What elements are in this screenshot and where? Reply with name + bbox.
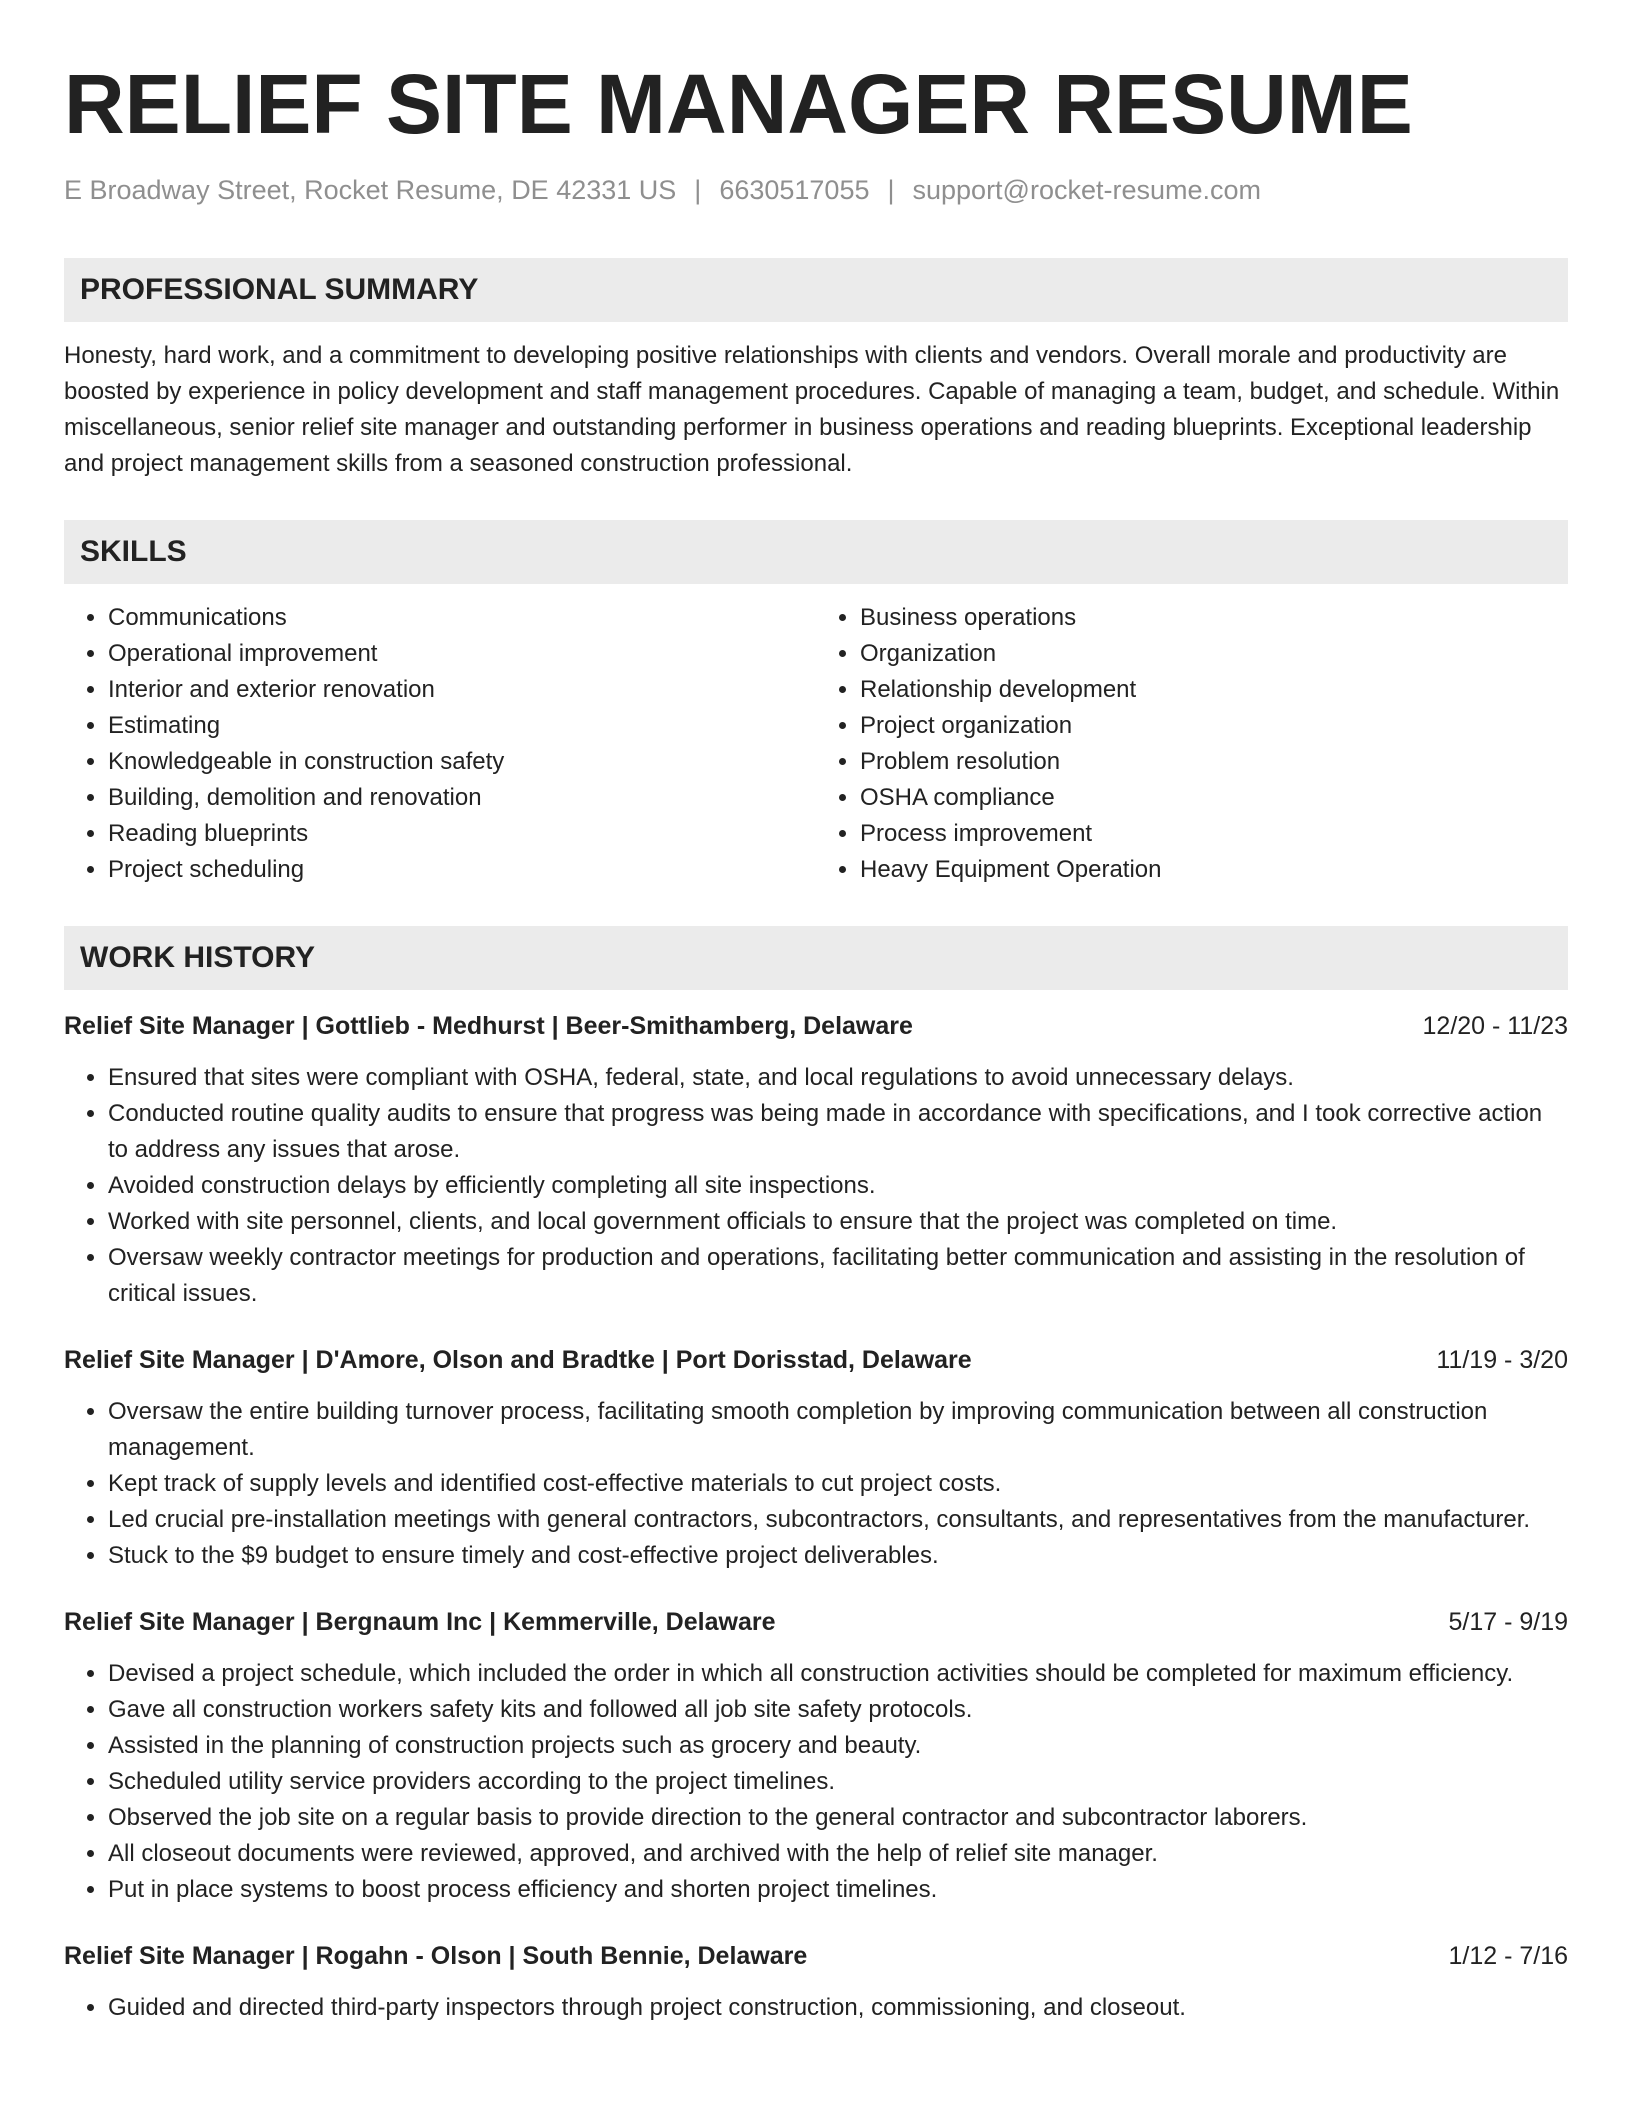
skill-item: • Project scheduling [108,852,816,888]
job-bullet: • Conducted routine quality audits to ensure that progress was being made in accordance with specifications, and I took corrective action to address any issues that arose. [108,1096,1568,1168]
skill-item: • Estimating [108,708,816,744]
skill-item: • Project organization [860,708,1568,744]
job-dates: 5/17 - 9/19 [1448,1608,1568,1636]
professional-summary-text: Honesty, hard work, and a commitment to developing positive relationships with clients and vendors. Overall morale and productivity are boosted by experience in policy development and staff management procedures. Capable of managing a team, budget, and schedule. Within miscellaneous, senior relief site manager and outstanding performer in business operations and reading blueprints. Exceptional leadership and project management skills from a seasoned construction professional. [64,342,1560,477]
job-entry [64,1604,1568,1908]
job-title: Relief Site Manager | Rogahn - Olson | South Bennie, Delaware [64,1942,808,1970]
skills-column-left [64,600,816,888]
skill-item: • Communications [108,600,816,636]
job-bullet: • Kept track of supply levels and identified cost-effective materials to cut project costs. [108,1466,1568,1502]
job-dates: 12/20 - 11/23 [1422,1012,1568,1040]
job-title: Relief Site Manager | Bergnaum Inc | Kemmerville, Delaware [64,1608,776,1636]
skill-item: • Building, demolition and renovation [108,780,816,816]
skill-item: • Business operations [860,600,1568,636]
skill-item: • Knowledgeable in construction safety [108,744,816,780]
skill-item: • Operational improvement [108,636,816,672]
skill-item: • Interior and exterior renovation [108,672,816,708]
work-history-list [64,1008,1568,2026]
job-bullet: • Assisted in the planning of construction projects such as grocery and beauty. [108,1728,1568,1764]
skill-item: • Reading blueprints [108,816,816,852]
job-header [64,1938,1568,1974]
job-bullet: • Gave all construction workers safety kits and followed all job site safety protocols. [108,1692,1568,1728]
job-title: Relief Site Manager | Gottlieb - Medhurst | Beer-Smithamberg, Delaware [64,1012,913,1040]
job-header [64,1342,1568,1378]
job-bullet-list [64,1656,1568,1908]
section-header-work-history: WORK HISTORY [64,926,1568,990]
job-dates: 1/12 - 7/16 [1448,1942,1568,1970]
job-bullet: • All closeout documents were reviewed, approved, and archived with the help of relief site manager. [108,1836,1568,1872]
section-header-skills: SKILLS [64,520,1568,584]
skills-list [64,600,1568,888]
job-bullet: • Devised a project schedule, which included the order in which all construction activities should be completed for maximum efficiency. [108,1656,1568,1692]
job-dates: 11/19 - 3/20 [1436,1346,1568,1374]
skill-item: • Relationship development [860,672,1568,708]
job-bullet: • Scheduled utility service providers according to the project timelines. [108,1764,1568,1800]
skill-item: • Problem resolution [860,744,1568,780]
contact-line [64,172,1568,208]
job-bullet: • Oversaw weekly contractor meetings for production and operations, facilitating better communication and assisting in the resolution of critical issues. [108,1240,1568,1312]
resume-title: RELIEF SITE MANAGER RESUME [64,57,1413,151]
job-bullet: • Stuck to the $9 budget to ensure timely and cost-effective project deliverables. [108,1538,1568,1574]
skills-column-right [816,600,1568,888]
job-entry [64,1938,1568,2026]
job-bullet: • Avoided construction delays by efficiently completing all site inspections. [108,1168,1568,1204]
job-entry [64,1008,1568,1312]
section-header-summary: PROFESSIONAL SUMMARY [64,258,1568,322]
skill-item: • Organization [860,636,1568,672]
job-bullet: • Observed the job site on a regular basis to provide direction to the general contractor and subcontractor laborers. [108,1800,1568,1836]
contact-separator: | [694,175,702,205]
job-bullet: • Guided and directed third-party inspectors through project construction, commissioning, and closeout. [108,1990,1568,2026]
contact-address: E Broadway Street, Rocket Resume, DE 42331 US [64,175,677,205]
contact-email: support@rocket-resume.com [912,175,1262,205]
job-bullet: • Worked with site personnel, clients, and local government officials to ensure that the project was completed on time. [108,1204,1568,1240]
job-bullet: • Put in place systems to boost process efficiency and shorten project timelines. [108,1872,1568,1908]
job-bullet: • Led crucial pre-installation meetings with general contractors, subcontractors, consultants, and representatives from the manufacturer. [108,1502,1568,1538]
skill-item: • OSHA compliance [860,780,1568,816]
job-header [64,1008,1568,1044]
job-header [64,1604,1568,1640]
skill-item: • Heavy Equipment Operation [860,852,1568,888]
job-bullet-list [64,1060,1568,1312]
job-bullet: • Oversaw the entire building turnover process, facilitating smooth completion by improving communication between all construction management. [108,1394,1568,1466]
job-bullet-list [64,1394,1568,1574]
skill-item: • Process improvement [860,816,1568,852]
job-title: Relief Site Manager | D'Amore, Olson and Bradtke | Port Dorisstad, Delaware [64,1346,972,1374]
contact-phone: 6630517055 [719,175,870,205]
contact-separator: | [887,175,895,205]
job-bullet: • Ensured that sites were compliant with OSHA, federal, state, and local regulations to avoid unnecessary delays. [108,1060,1568,1096]
job-bullet-list [64,1990,1568,2026]
job-entry [64,1342,1568,1574]
